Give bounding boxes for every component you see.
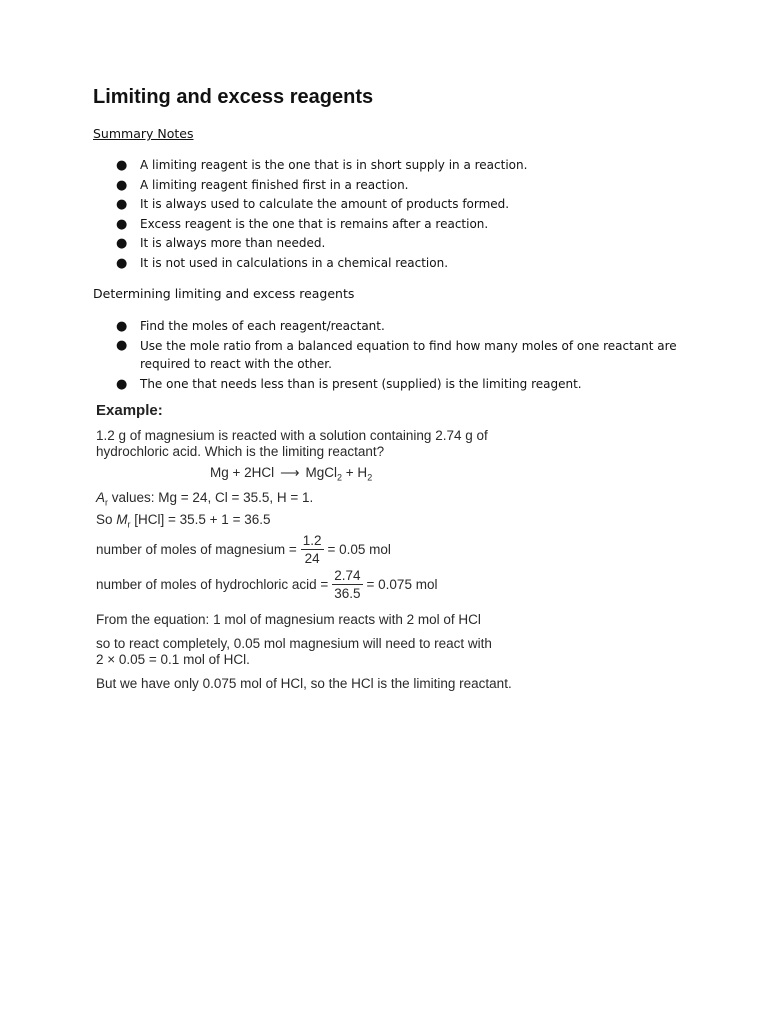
bullet-icon: ●: [116, 319, 128, 334]
fraction: [332, 567, 362, 602]
mr-line: [96, 512, 270, 530]
ar-symbol: A: [96, 490, 106, 505]
ar-values-line: [96, 490, 313, 508]
bullet-icon: ●: [116, 255, 128, 271]
moles-hcl-label: number of moles of hydrochloric acid =: [96, 577, 329, 592]
determining-list: [112, 317, 692, 394]
mr-symbol: M: [116, 512, 128, 527]
equation-reactants: Mg + 2HCl: [210, 465, 275, 480]
moles-hcl-line: [96, 567, 437, 602]
subscript: r: [127, 519, 131, 530]
list-item-text: A limiting reagent finished first in a reaction.: [140, 177, 409, 192]
bullet-icon: ●: [116, 236, 128, 251]
mr-prefix: So: [96, 512, 117, 527]
list-item: [112, 156, 692, 176]
list-item-text: The one that needs less than is present (supplied) is the limiting reagent.: [140, 376, 582, 391]
moles-mg-result: = 0.05 mol: [327, 542, 391, 557]
subscript: 2: [337, 472, 343, 483]
conclusion-line: But we have only 0.075 mol of HCl, so the HCl is the limiting reactant.: [96, 676, 512, 691]
list-item-text: It is always more than needed.: [140, 236, 326, 250]
list-item-text: Find the moles of each reagent/reactant.: [140, 319, 385, 333]
fraction: [301, 532, 324, 567]
summary-list: [112, 156, 692, 273]
subscript: r: [105, 497, 109, 508]
list-item-text: A limiting reagent is the one that is in short supply in a reaction.: [140, 158, 528, 172]
moles-magnesium-line: [96, 532, 391, 567]
example-intro-line-2: hydrochloric acid. Which is the limiting reactant?: [96, 444, 385, 459]
list-item-text: It is not used in calculations in a chemical reaction.: [140, 255, 449, 270]
from-equation-line: From the equation: 1 mol of magnesium reacts with 2 mol of HCl: [96, 612, 481, 627]
bullet-icon: ●: [116, 216, 128, 232]
fraction-numerator: 1.2: [302, 533, 322, 548]
list-item-text: Use the mole ratio from a balanced equation to find how many moles of one reactant are required to react with the other.: [140, 338, 677, 371]
bullet-icon: ●: [116, 177, 128, 193]
list-item-text: It is always used to calculate the amount of products formed.: [140, 197, 510, 211]
bullet-icon: ●: [116, 337, 128, 353]
moles-hcl-result: = 0.075 mol: [366, 577, 438, 592]
subscript: 2: [367, 472, 373, 483]
list-item: [112, 234, 692, 254]
fraction-numerator: 2.74: [334, 568, 361, 583]
bullet-icon: ●: [116, 197, 128, 212]
list-item: [112, 215, 692, 235]
mr-text: [HCl] = 35.5 + 1 = 36.5: [130, 512, 271, 527]
fraction-denominator: 24: [304, 551, 320, 566]
ar-values-text: values: Mg = 24, Cl = 35.5, H = 1.: [108, 490, 314, 505]
list-item-text: Excess reagent is the one that is remains after a reaction.: [140, 216, 489, 231]
bullet-icon: ●: [116, 376, 128, 392]
react-line-2: 2 × 0.05 = 0.1 mol of HCl.: [96, 652, 250, 667]
list-item: [112, 176, 692, 196]
example-heading: Example:: [96, 402, 163, 419]
list-item: [112, 337, 692, 375]
equation-product-2: + H: [342, 465, 368, 480]
equation-product-1: MgCl: [305, 465, 338, 480]
moles-mg-label: number of moles of magnesium =: [96, 542, 297, 557]
list-item: [112, 317, 692, 337]
determining-heading: Determining limiting and excess reagents: [93, 286, 355, 301]
list-item: [112, 195, 692, 215]
chemical-equation: [210, 465, 372, 483]
example-intro-line-1: 1.2 g of magnesium is reacted with a solution containing 2.74 g of: [96, 428, 488, 443]
summary-notes-label: Summary Notes: [93, 126, 194, 141]
page-title: Limiting and excess reagents: [93, 86, 374, 108]
reaction-arrow-icon: ⟶: [280, 465, 300, 480]
list-item: [112, 254, 692, 274]
react-line-1: so to react completely, 0.05 mol magnesium will need to react with: [96, 636, 492, 651]
fraction-denominator: 36.5: [334, 586, 361, 601]
list-item: [112, 375, 692, 395]
bullet-icon: ●: [116, 158, 128, 173]
